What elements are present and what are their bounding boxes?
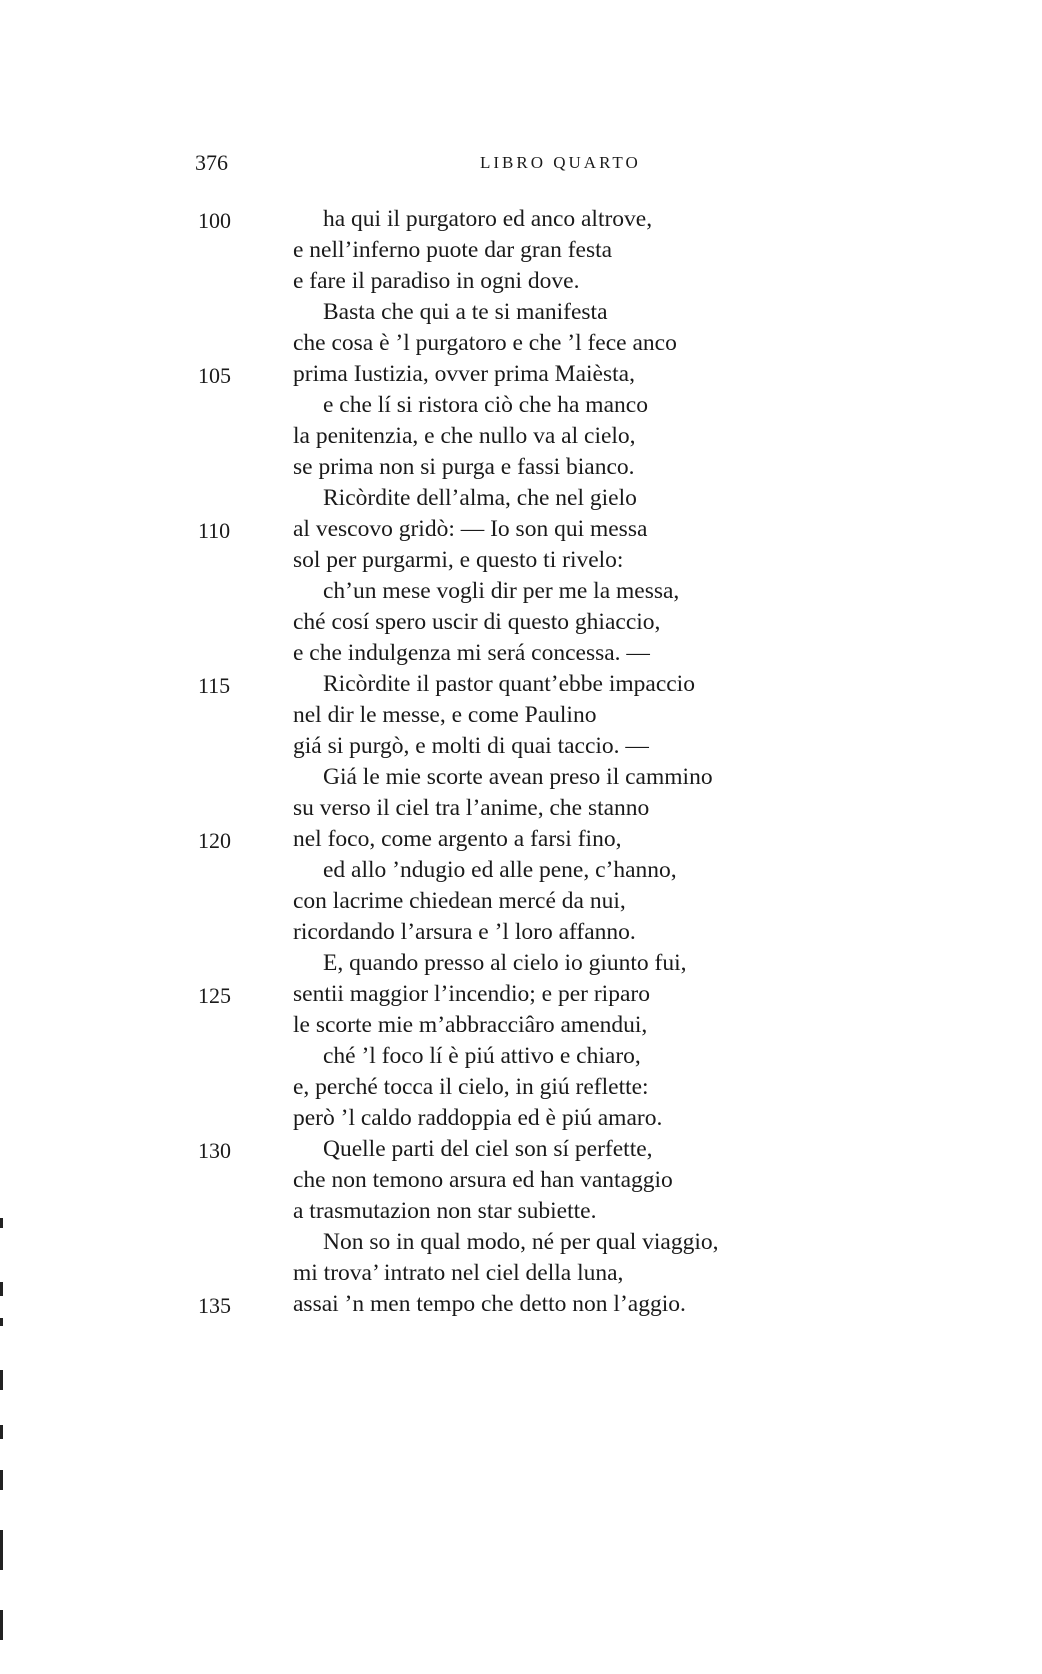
verse-line: che cosa è ’l purgatoro e che ’l fece anco (293, 330, 677, 356)
verse-line: e, perché tocca il cielo, in giú reflette: (293, 1074, 649, 1100)
verse-line: E, quando presso al cielo io giunto fui, (323, 950, 687, 976)
verse-line: Non so in qual modo, né per qual viaggio, (323, 1229, 719, 1255)
verse-line: sentii maggior l’incendio; e per riparo (293, 981, 650, 1007)
verse-line: la penitenzia, e che nullo va al cielo, (293, 423, 636, 449)
verse-line: a trasmutazion non star subiette. (293, 1198, 597, 1224)
verse-line: mi trova’ intrato nel ciel della luna, (293, 1260, 624, 1286)
verse-line: e fare il paradiso in ogni dove. (293, 268, 580, 294)
verse-line: Ricòrdite il pastor quant’ebbe impaccio (323, 671, 695, 697)
verse-line: Giá le mie scorte avean preso il cammino (323, 764, 713, 790)
verse-line: ché ’l foco lí è piú attivo e chiaro, (323, 1043, 641, 1069)
verse-line: ha qui il purgatoro ed anco altrove, (323, 206, 653, 232)
verse-line: nel dir le messe, e come Paulino (293, 702, 597, 728)
verse-line: al vescovo gridò: — Io son qui messa (293, 516, 648, 542)
line-number: 130 (198, 1138, 231, 1163)
verse-line: ed allo ’ndugio ed alle pene, c’hanno, (323, 857, 677, 883)
line-number: 110 (198, 518, 231, 543)
page-number: 376 (195, 150, 228, 175)
line-number: 105 (198, 363, 231, 388)
verse-line: Quelle parti del ciel son sí perfette, (323, 1136, 653, 1162)
verse-line: giá si purgò, e molti di quai taccio. — (293, 733, 649, 759)
line-number: 135 (198, 1293, 231, 1318)
line-number: 115 (198, 673, 231, 698)
verse-line: le scorte mie m’abbracciâro amendui, (293, 1012, 648, 1038)
verse-line: su verso il ciel tra l’anime, che stanno (293, 795, 650, 821)
verse-line: assai ’n men tempo che detto non l’aggio. (293, 1291, 686, 1317)
scan-artifact (0, 1318, 3, 1326)
line-number: 100 (198, 208, 231, 233)
verse-line: Ricòrdite dell’alma, che nel gielo (323, 485, 637, 511)
verse-line: prima Iustizia, ovver prima Maièsta, (293, 361, 635, 387)
scan-artifact (0, 1370, 3, 1390)
scan-artifact (0, 1425, 3, 1439)
line-number: 120 (198, 828, 231, 853)
scan-artifact (0, 1610, 3, 1640)
scan-artifact (0, 1282, 3, 1296)
running-title: LIBRO QUARTO (480, 153, 641, 172)
verse-line: sol per purgarmi, e questo ti rivelo: (293, 547, 624, 573)
verse-line: se prima non si purga e fassi bianco. (293, 454, 635, 480)
verse-line: ricordando l’arsura e ’l loro affanno. (293, 919, 636, 945)
scan-artifact (0, 1530, 3, 1570)
verse-line: però ’l caldo raddoppia ed è piú amaro. (293, 1105, 663, 1131)
verse-line: nel foco, come argento a farsi fino, (293, 826, 622, 852)
verse-line: con lacrime chiedean mercé da nui, (293, 888, 626, 914)
verse-line: ch’un mese vogli dir per me la messa, (323, 578, 680, 604)
scan-artifact (0, 1218, 3, 1228)
verse-line: che non temono arsura ed han vantaggio (293, 1167, 673, 1193)
verse-line: ché cosí spero uscir di questo ghiaccio, (293, 609, 661, 635)
verse-line: Basta che qui a te si manifesta (323, 299, 608, 325)
verse-line: e che indulgenza mi será concessa. — (293, 640, 650, 666)
verse-line: e nell’inferno puote dar gran festa (293, 237, 613, 263)
scan-artifact (0, 1470, 3, 1490)
verse-line: e che lí si ristora ciò che ha manco (323, 392, 648, 418)
line-number: 125 (198, 983, 231, 1008)
